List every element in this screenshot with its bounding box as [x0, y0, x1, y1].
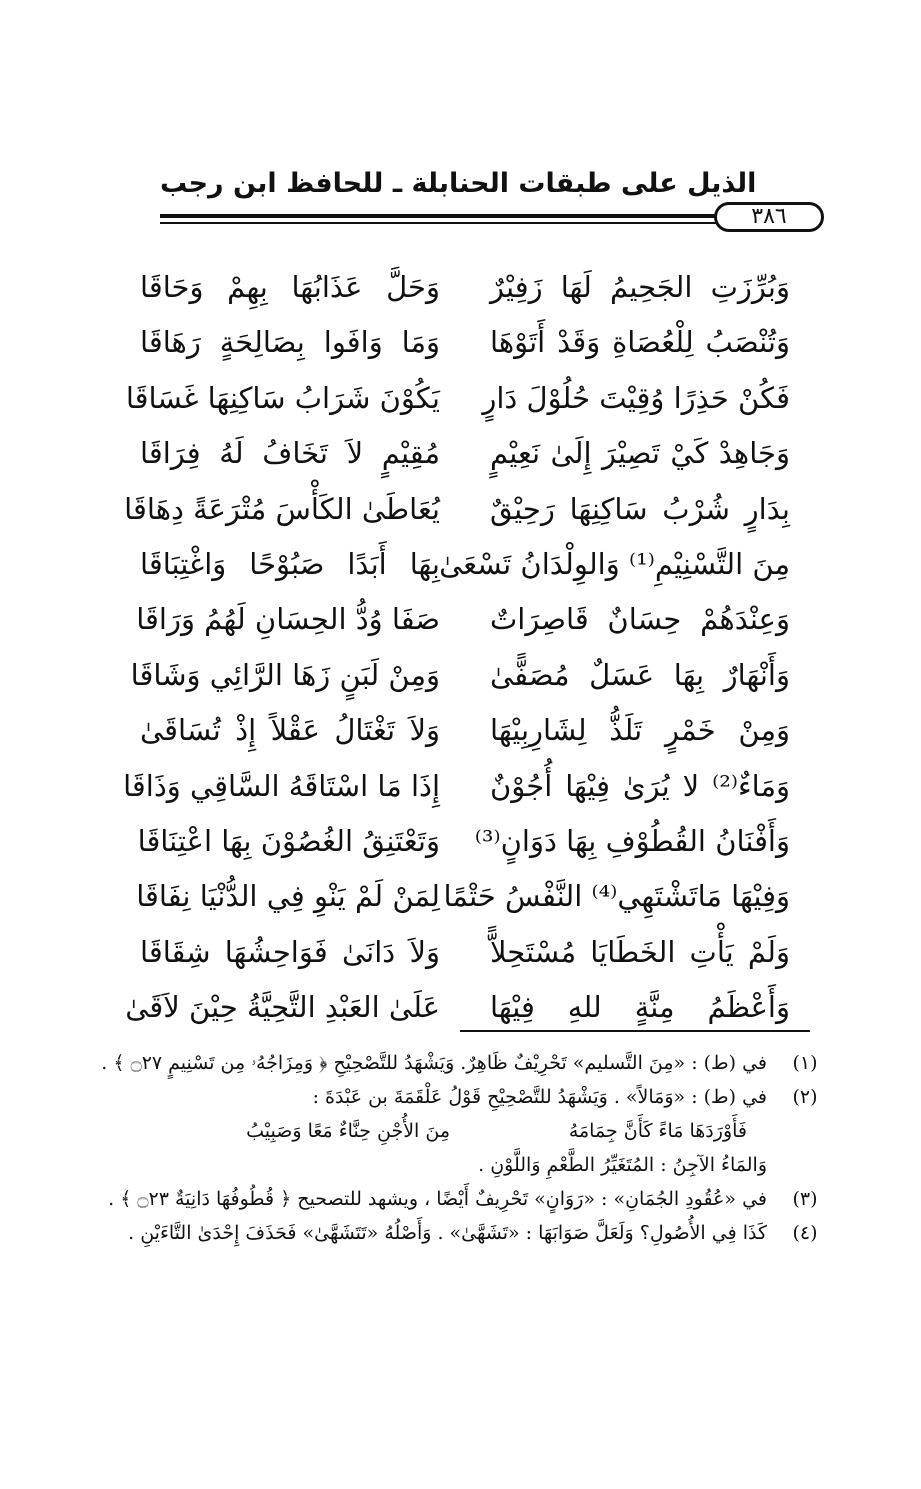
footnote-number: (٣)	[792, 1188, 818, 1210]
verse-first-hemistich: وَجَاهِدْ كَيْ تَصِيْرَ إِلَىٰ نَعِيْمٍ	[490, 436, 790, 471]
poem-verse	[125, 985, 790, 1040]
verse-second-hemistich: لِمَنْ لَمْ يَنْوِ فِي الدُّنْيَا نِفَاقَا	[136, 879, 440, 914]
verse-second-hemistich: بِهَا أَبَدًا صَبُوْحًا وَاغْتِبَاقَا	[140, 546, 440, 581]
header-rule	[160, 204, 787, 238]
verse-first-hemistich: وَأَنْهَارٌ بِهَا عَسَلٌ مُصَفًّىٰ	[490, 657, 790, 692]
running-title: الذيل على طبقات الحنابلة ـ للحافظ ابن رجب	[160, 168, 757, 199]
footnote	[90, 1080, 825, 1114]
footnote-text: في (ط) : «مِنَ التَّسليم» تَحْرِيْفٌ ظَاهِرٌ. وَيَشْهَدُ للتَّصْحِيْحِ ﴿ وَمِزَاجُهُۥ مِن تَسْنِيمٍ ۝٢٧ ﴾ .	[101, 1052, 767, 1074]
poem-verse	[140, 265, 790, 320]
verse-second-hemistich: وَمِنْ لَبَنٍ زَهَا الرَّائِي وَشَاقَا	[130, 657, 440, 692]
poem-verse	[137, 819, 790, 874]
footnote-number: (١)	[792, 1052, 818, 1074]
verse-first-hemistich: وَتُنْصَبُ لِلْعُصَاةِ وَقَدْ أَتَوْهَا	[490, 325, 790, 360]
poem-verse	[130, 653, 790, 708]
verse-first-hemistich: وَلَمْ يَأْتِ الخَطَايَا مُسْتَحِلاًّ	[490, 934, 790, 969]
verse-second-hemistich: يُعَاطَىٰ الكَأْسَ مُتْرَعَةً دِهَاقَا	[124, 491, 440, 526]
verse-first-hemistich: وَأَفْنَانُ القُطُوْفِ بِهَا دَوَانٍ⁽³⁾	[474, 823, 790, 858]
footnote-quoted-verse	[90, 1114, 825, 1148]
verse-first-hemistich: وَأَعْظَمُ مِنَّةٍ للهِ فِيْهَا	[490, 990, 790, 1025]
poem-verse	[136, 874, 790, 929]
poem-verse	[125, 376, 790, 431]
footnote-text: في «عُقُودِ الجُمَانِ» : «رَوَانٍ» تَحْرِيفٌ أَيْضًا ، ويشهد للتصحيح ﴿ قُطُوفُهَا دَانِيَةٌ ۝٢٣ ﴾ .	[108, 1188, 767, 1210]
poem-verse	[140, 930, 790, 985]
header-rule-thick	[160, 214, 780, 218]
poem-verse	[140, 708, 790, 763]
footnote	[90, 1216, 825, 1250]
poem	[123, 265, 790, 1040]
poem-verse	[124, 487, 790, 542]
footnote-text: وَالمَاءُ الآجِنُ : المُتَغَيِّرُ الطَّعْمِ وَاللَّوْنِ .	[478, 1154, 767, 1176]
header-rule-thin	[160, 222, 780, 224]
verse-second-hemistich: وَلاَ تَغْتَالُ عَقْلاً إِذْ تُسَاقَىٰ	[140, 713, 440, 748]
footnote	[90, 1182, 825, 1216]
footnote-number: (٢)	[792, 1086, 818, 1108]
verse-first-hemistich: وَمَاءٌ⁽²⁾ لا يُرَىٰ فِيْهَا أُجُوْنٌ	[490, 768, 790, 803]
poem-verse	[136, 597, 790, 652]
verse-first-hemistich: وَعِنْدَهُمْ حِسَانٌ قَاصِرَاتٌ	[490, 602, 790, 637]
poem-verse	[140, 431, 790, 486]
verse-first-hemistich: مِنَ التَّسْنِيْمِ⁽¹⁾ وَالوِلْدَانُ تَسْعَىٰ	[439, 546, 790, 581]
footnote-continuation	[90, 1148, 825, 1182]
poem-verse	[140, 542, 790, 597]
verse-second-hemistich: يَكُوْنَ شَرَابُ سَاكِنِهَا غَسَاقَا	[125, 380, 440, 415]
footnotes	[90, 1046, 825, 1250]
verse-first-hemistich: وَبُرِّزَتِ الجَحِيمُ لَهَا زَفِيْرٌ	[490, 270, 790, 304]
poem-verse	[123, 764, 790, 819]
verse-second-hemistich: عَلَىٰ العَبْدِ التَّحِيَّةُ حِيْنَ لاَقَىٰ	[125, 990, 440, 1025]
verse-first-hemistich: فَكُنْ حَذِرًا وُقِيْتَ حُلُوْلَ دَارٍ	[482, 380, 790, 415]
verse-first-hemistich: بِدَارٍ شُرْبُ سَاكِنِهَا رَحِيْقٌ	[490, 491, 790, 526]
page-number: ٣٨٦	[714, 202, 824, 232]
verse-first-hemistich: وَمِنْ خَمْرٍ تَلَذُّ لِشَارِبِيْهَا	[490, 713, 790, 748]
poem-verse	[140, 320, 790, 375]
footnote	[90, 1046, 825, 1080]
verse-first-hemistich: وَفِيْهَا مَاتَشْتَهِي⁽⁴⁾ النَّفْسُ حَتْمًا	[443, 879, 790, 914]
verse-second-hemistich: وَلاَ دَانَىٰ فَوَاحِشُهَا شِقَاقَا	[140, 934, 440, 969]
footnote-number: (٤)	[792, 1222, 818, 1244]
footnote-text: في (ط) : «وَمَالاً» . وَيَشْهَدُ للتَّصْحِيْحِ قَوْلُ عَلْقَمَةَ بن عَبْدَةَ :	[312, 1086, 767, 1108]
verse-second-hemistich: وَحَلَّ عَذَابُهَا بِهِمْ وَحَاقَا	[140, 270, 440, 304]
verse-second-hemistich: مُقِيْمٍ لاَ تَخَافُ لَهُ فِرَاقَا	[140, 436, 440, 471]
footnote-text: كَذَا فِي الأُصُولِ؟ وَلَعَلَّ صَوَابَهَا : «تَشَهَّىٰ» . وَأَصْلُهُ «تَتَشَهَّىٰ» فَحَذَفَ إِحْدَىٰ التَّاءَيْنِ .	[128, 1222, 767, 1244]
footnote-separator	[460, 1030, 810, 1032]
verse-second-hemistich: صَفَا وُدُّ الحِسَانِ لَهُمُ وَرَاقَا	[136, 602, 440, 637]
quoted-verse-second-hemistich: مِنَ الأُجْنِ حِنَّاءٌ مَعًا وَصَبِيْبُ	[246, 1120, 450, 1142]
verse-second-hemistich: وَتَعْتَنِقُ الغُصُوْنَ بِهَا اعْتِنَاقَا	[137, 823, 440, 858]
verse-second-hemistich: إِذَا مَا اسْتَاقَهُ السَّاقِي وَذَاقَا	[123, 768, 440, 803]
verse-second-hemistich: وَمَا وَافَوا بِصَالِحَةٍ رَهَاقَا	[140, 325, 440, 360]
quoted-verse-first-hemistich: فَأَوْرَدَهَا مَاءً كَأَنَّ جِمَامَهُ	[568, 1120, 747, 1142]
